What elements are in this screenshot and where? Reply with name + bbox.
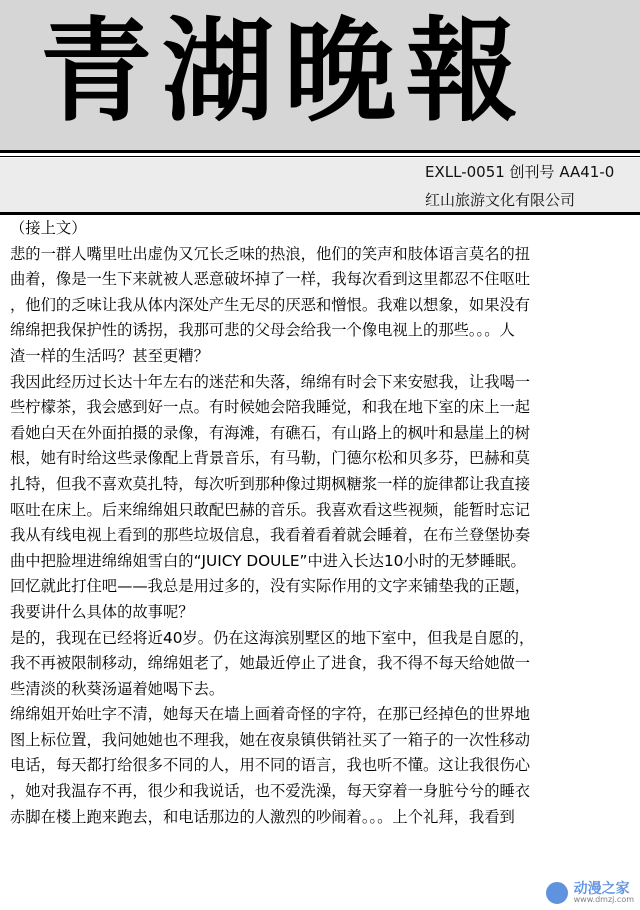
publisher-name: 红山旅游文化有限公司 [425, 191, 576, 209]
article-line: 些柠檬茶，我会感到好一点。有时候她会陪我睡觉，和我在地下室的床上一起 [10, 398, 531, 417]
article-line: 电话，每天都打给很多不同的人，用不同的语言，我也听不懂。这让我很伤心 [10, 756, 531, 775]
masthead-rule-top [0, 150, 640, 153]
article-line: 些清淡的秋葵汤逼着她喝下去。 [10, 679, 225, 698]
article-body [10, 216, 634, 830]
article-line: 悲的一群人嘴里吐出虚伪又冗长乏味的热浪，他们的笑声和肢体语言莫名的扭 [10, 244, 531, 263]
issue-code: EXLL-0051 创刊号 AA41-0 [425, 163, 615, 181]
watermark-url: www.dmzj.com [573, 895, 634, 904]
article-line: 赤脚在楼上跑来跑去，和电话那边的人激烈的吵闹着。。。上个礼拜，我看到 [10, 807, 515, 826]
watermark-logo-icon [544, 880, 570, 906]
article-line: 我从有线电视上看到的那些垃圾信息，我看着看着就会睡着，在布兰登堡协奏 [10, 526, 531, 545]
article-line: 图上标位置，我问她她也不理我，她在夜泉镇供销社买了一箱子的一次性移动 [10, 730, 531, 749]
article-line: 扎特，但我不喜欢莫扎特，每次听到那种像过期枫糖浆一样的旋律都让我直接 [10, 474, 531, 493]
article-line: 我不再被限制移动，绵绵姐老了，她最近停止了进食，我不得不每天给她做一 [10, 654, 531, 673]
article-line: 我要讲什么具体的故事呢？ [10, 602, 194, 621]
article-line: 渣一样的生活吗？甚至更糟？ [10, 346, 209, 365]
article-line: （接上文） [10, 219, 87, 237]
info-rule-bottom [0, 212, 640, 215]
article-line: ，他们的乏味让我从体内深处产生无尽的厌恶和憎恨。我难以想象，如果没有 [10, 295, 531, 314]
article-line: 绵绵把我保护性的诱拐，我那可悲的父母会给我一个像电视上的那些。。。人 [10, 321, 515, 340]
article-line: 看她白天在外面拍摄的录像，有海滩，有礁石，有山路上的枫叶和悬崖上的树 [10, 423, 531, 442]
masthead-rule-thin [0, 156, 640, 157]
article-line: ，她对我温存不再，很少和我说话，也不爱洗澡，每天穿着一身脏兮兮的睡衣 [10, 782, 531, 801]
watermark-text [574, 882, 634, 904]
article-line: 呕吐在床上。后来绵绵姐只敢配巴赫的音乐。我喜欢看这些视频，能暂时忘记 [10, 500, 531, 519]
article-line: 曲中把脸埋进绵绵姐雪白的“JUICY DOULE”中进入长达10小时的无梦睡眠。 [10, 551, 526, 570]
article-line: 是的，我现在已经将近40岁。仍在这海滨别墅区的地下室中，但我是自愿的， [10, 628, 535, 647]
article-line: 我因此经历过长达十年左右的迷茫和失落，绵绵有时会下来安慰我，让我喝一 [10, 372, 531, 391]
article-line: 根，她有时给这些录像配上背景音乐，有马勒，门德尔松和贝多芬，巴赫和莫 [10, 449, 531, 468]
site-watermark [544, 880, 634, 906]
newspaper-title: 青湖晚報 [40, 7, 528, 137]
watermark-name: 动漫之家 [573, 881, 630, 897]
article-line: 曲着，像是一生下来就被人恶意破坏掉了一样，我每次看到这里都忍不住呕吐 [10, 270, 531, 289]
article-line: 绵绵姐开始吐字不清，她每天在墙上画着奇怪的字符，在那已经掉色的世界地 [10, 705, 531, 724]
masthead [0, 0, 640, 152]
article-line: 回忆就此打住吧——我总是用过多的，没有实际作用的文字来铺垫我的正题， [10, 577, 531, 596]
